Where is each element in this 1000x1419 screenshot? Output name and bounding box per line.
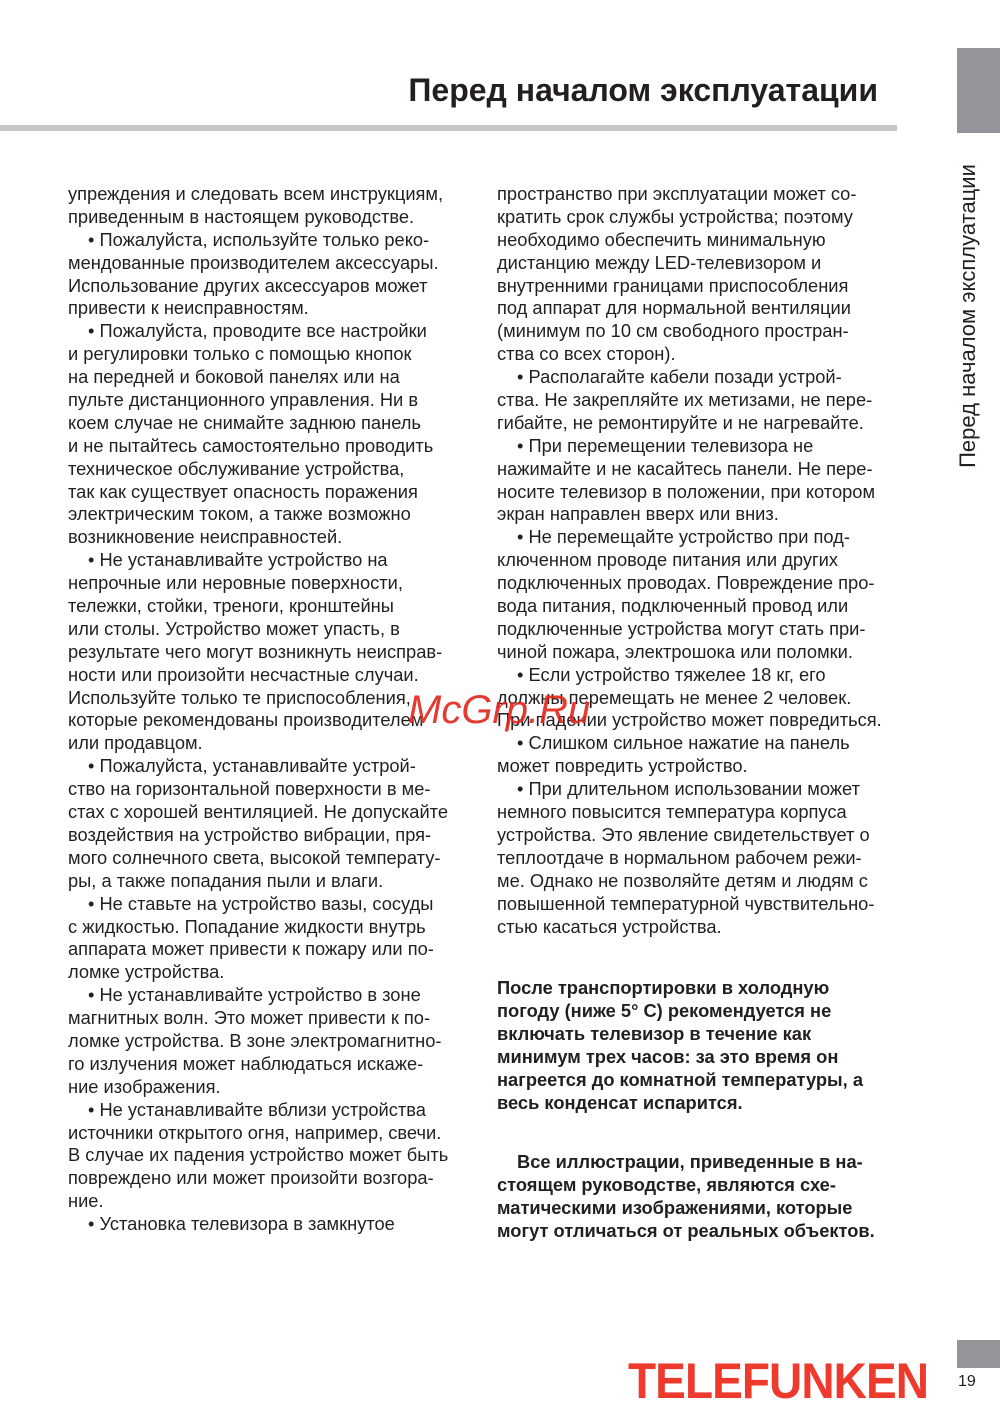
text-line: Используйте только те приспособления, bbox=[68, 686, 411, 708]
text-line: техническое обслуживание устройства, bbox=[68, 457, 405, 479]
text-line: магнитных волн. Это может привести к по- bbox=[68, 1007, 431, 1029]
text-line: ства со всех сторон). bbox=[497, 343, 676, 365]
text-line: ности или произойти несчастные случаи. bbox=[68, 663, 419, 685]
text-line: результате чего могут возникнуть неисправ- bbox=[68, 640, 443, 662]
text-line: носите телевизор в положении, при котором bbox=[497, 480, 876, 502]
brand-logo: TELEFUNKEN bbox=[628, 1353, 929, 1409]
text-line: мого солнечного света, высокой температу- bbox=[68, 846, 441, 868]
text-line: В случае их падения устройство может быть bbox=[68, 1144, 449, 1166]
text-line: источники открытого огня, например, свечи. bbox=[68, 1121, 442, 1143]
text-line: Использование других аксессуаров может bbox=[68, 274, 428, 296]
text-line: и не пытайтесь самостоятельно проводить bbox=[68, 434, 434, 456]
text-line: пульте дистанционного управления. Ни в bbox=[68, 389, 419, 411]
cold-transport-note bbox=[497, 977, 863, 1114]
text-line: так как существует опасность поражения bbox=[68, 480, 418, 502]
text-line: • Не ставьте на устройство вазы, сосуды bbox=[88, 892, 434, 914]
text-line: • Располагайте кабели позади устрой- bbox=[517, 366, 842, 388]
text-line: упреждения и следовать всем инструкциям, bbox=[68, 183, 444, 204]
text-line: экран направлен вверх или вниз. bbox=[497, 503, 779, 525]
text-line: подключенных проводах. Повреждение про- bbox=[497, 572, 875, 594]
text-line: • Пожалуйста, проводите все настройки bbox=[88, 320, 427, 342]
text-line: возникновение неисправностей. bbox=[68, 526, 343, 548]
text-line: ство на горизонтальной поверхности в ме- bbox=[68, 778, 431, 800]
text-line: стах с хорошей вентиляцией. Не допускайте bbox=[68, 801, 448, 823]
text-line: • Слишком сильное нажатие на панель bbox=[517, 732, 850, 754]
text-line: • Пожалуйста, устанавливайте устрой- bbox=[88, 755, 416, 777]
text-line: под аппарат для нормальной вентиляции bbox=[497, 297, 851, 319]
text-line: чиной пожара, электрошока или поломки. bbox=[497, 640, 853, 662]
text-line: нажимайте и не касайтесь панели. Не пере- bbox=[497, 457, 873, 479]
text-line: устройства. Это явление свидетельствует о bbox=[497, 823, 870, 845]
watermark: McGrp.Ru bbox=[408, 688, 591, 732]
text-line: приведенным в настоящем руководстве. bbox=[68, 205, 415, 227]
section-tab-marker bbox=[957, 48, 1000, 133]
text-line: стоящем руководстве, являются схе- bbox=[497, 1173, 836, 1195]
text-line: электрическим током, а также возможно bbox=[68, 503, 411, 525]
text-line: гибайте, не ремонтируйте и не нагревайте. bbox=[497, 411, 864, 433]
text-line: Все иллюстрации, приведенные в на- bbox=[517, 1151, 863, 1172]
text-line: • Не устанавливайте устройство на bbox=[88, 549, 388, 571]
text-line: или столы. Устройство может упасть, в bbox=[68, 617, 400, 639]
text-line: весь конденсат испарится. bbox=[497, 1091, 743, 1113]
text-line: При падении устройство может повредиться. bbox=[497, 709, 882, 731]
text-line: • Если устройство тяжелее 18 кг, его bbox=[517, 663, 826, 685]
text-line: минимум трех часов: за это время он bbox=[497, 1045, 839, 1067]
text-line: погоду (ниже 5° С) рекомендуется не bbox=[497, 999, 832, 1021]
text-line: дистанцию между LED-телевизором и bbox=[497, 251, 822, 273]
header-divider bbox=[0, 125, 897, 131]
text-line: на передней и боковой панелях или на bbox=[68, 366, 400, 388]
text-line: или продавцом. bbox=[68, 732, 203, 754]
text-line: ломке устройства. В зоне электромагнитно- bbox=[68, 1029, 442, 1051]
text-line: включать телевизор в течение как bbox=[497, 1022, 812, 1044]
text-line: ме. Однако не позволяйте детям и людям с bbox=[497, 869, 868, 891]
text-line: может повредить устройство. bbox=[497, 755, 748, 777]
text-line: ние. bbox=[68, 1190, 104, 1212]
text-line: привести к неисправностям. bbox=[68, 297, 309, 319]
text-line: матическими изображениями, которые bbox=[497, 1196, 853, 1218]
text-line: аппарата может привести к пожару или по- bbox=[68, 938, 434, 960]
text-line: После транспортировки в холодную bbox=[497, 977, 830, 998]
page-title: Перед началом эксплуатации bbox=[408, 72, 878, 108]
text-line: должны перемещать не менее 2 человек. bbox=[497, 686, 852, 708]
text-line: ние изображения. bbox=[68, 1075, 221, 1097]
illustrations-note bbox=[497, 1151, 875, 1243]
text-line: стью касаться устройства. bbox=[497, 915, 722, 937]
text-line: теплоотдаче в нормальном рабочем режи- bbox=[497, 846, 862, 868]
text-line: с жидкостью. Попадание жидкости внутрь bbox=[68, 915, 426, 937]
text-line: тележки, стойки, треноги, кронштейны bbox=[68, 595, 394, 617]
page-number-marker bbox=[957, 1340, 1000, 1368]
text-line: могут отличаться от реальных объектов. bbox=[497, 1219, 875, 1241]
text-line: необходимо обеспечить минимальную bbox=[497, 228, 826, 250]
text-line: • При длительном использовании может bbox=[517, 778, 860, 800]
text-line: • При перемещении телевизора не bbox=[517, 434, 814, 456]
text-line: ства. Не закрепляйте их метизами, не пере- bbox=[497, 389, 873, 411]
text-line: • Пожалуйста, используйте только реко- bbox=[88, 228, 430, 250]
side-section-label: Перед началом эксплуатации bbox=[955, 164, 980, 468]
text-line: мендованные производителем аксессуары. bbox=[68, 251, 439, 273]
text-line: внутренними границами приспособления bbox=[497, 274, 849, 296]
text-line: • Не устанавливайте вблизи устройства bbox=[88, 1098, 426, 1120]
text-line: непрочные или неровные поверхности, bbox=[68, 572, 403, 594]
text-line: и регулировки только с помощью кнопок bbox=[68, 343, 412, 365]
text-line: ключенном проводе питания или других bbox=[497, 549, 838, 571]
text-line: го излучения может наблюдаться искаже- bbox=[68, 1052, 424, 1074]
text-line: • Не устанавливайте устройство в зоне bbox=[88, 984, 421, 1006]
text-line: немного повысится температура корпуса bbox=[497, 801, 847, 823]
text-line: вода питания, подключенный провод или bbox=[497, 595, 849, 617]
text-line: которые рекомендованы производителем bbox=[68, 709, 424, 731]
text-line: коем случае не снимайте заднюю панель bbox=[68, 411, 421, 433]
text-line: нагреется до комнатной температуры, а bbox=[497, 1068, 863, 1090]
text-line: (минимум по 10 см свободного простран- bbox=[497, 320, 849, 342]
text-line: повреждено или может произойти возгора- bbox=[68, 1167, 434, 1189]
text-line: ломке устройства. bbox=[68, 961, 225, 983]
text-line: повышенной температурной чувствительно- bbox=[497, 892, 875, 914]
right-text-column bbox=[497, 183, 882, 938]
text-line: • Не перемещайте устройство при под- bbox=[517, 526, 850, 548]
text-line: • Установка телевизора в замкнутое bbox=[88, 1213, 395, 1235]
text-line: кратить срок службы устройства; поэтому bbox=[497, 205, 853, 227]
text-line: подключенные устройства могут стать при- bbox=[497, 617, 866, 639]
page-number: 19 bbox=[958, 1373, 976, 1390]
left-text-column bbox=[68, 183, 448, 1236]
text-line: пространство при эксплуатации может со- bbox=[497, 183, 857, 204]
text-line: воздействия на устройство вибрации, пря- bbox=[68, 823, 432, 845]
text-line: ры, а также попадания пыли и влаги. bbox=[68, 869, 384, 891]
